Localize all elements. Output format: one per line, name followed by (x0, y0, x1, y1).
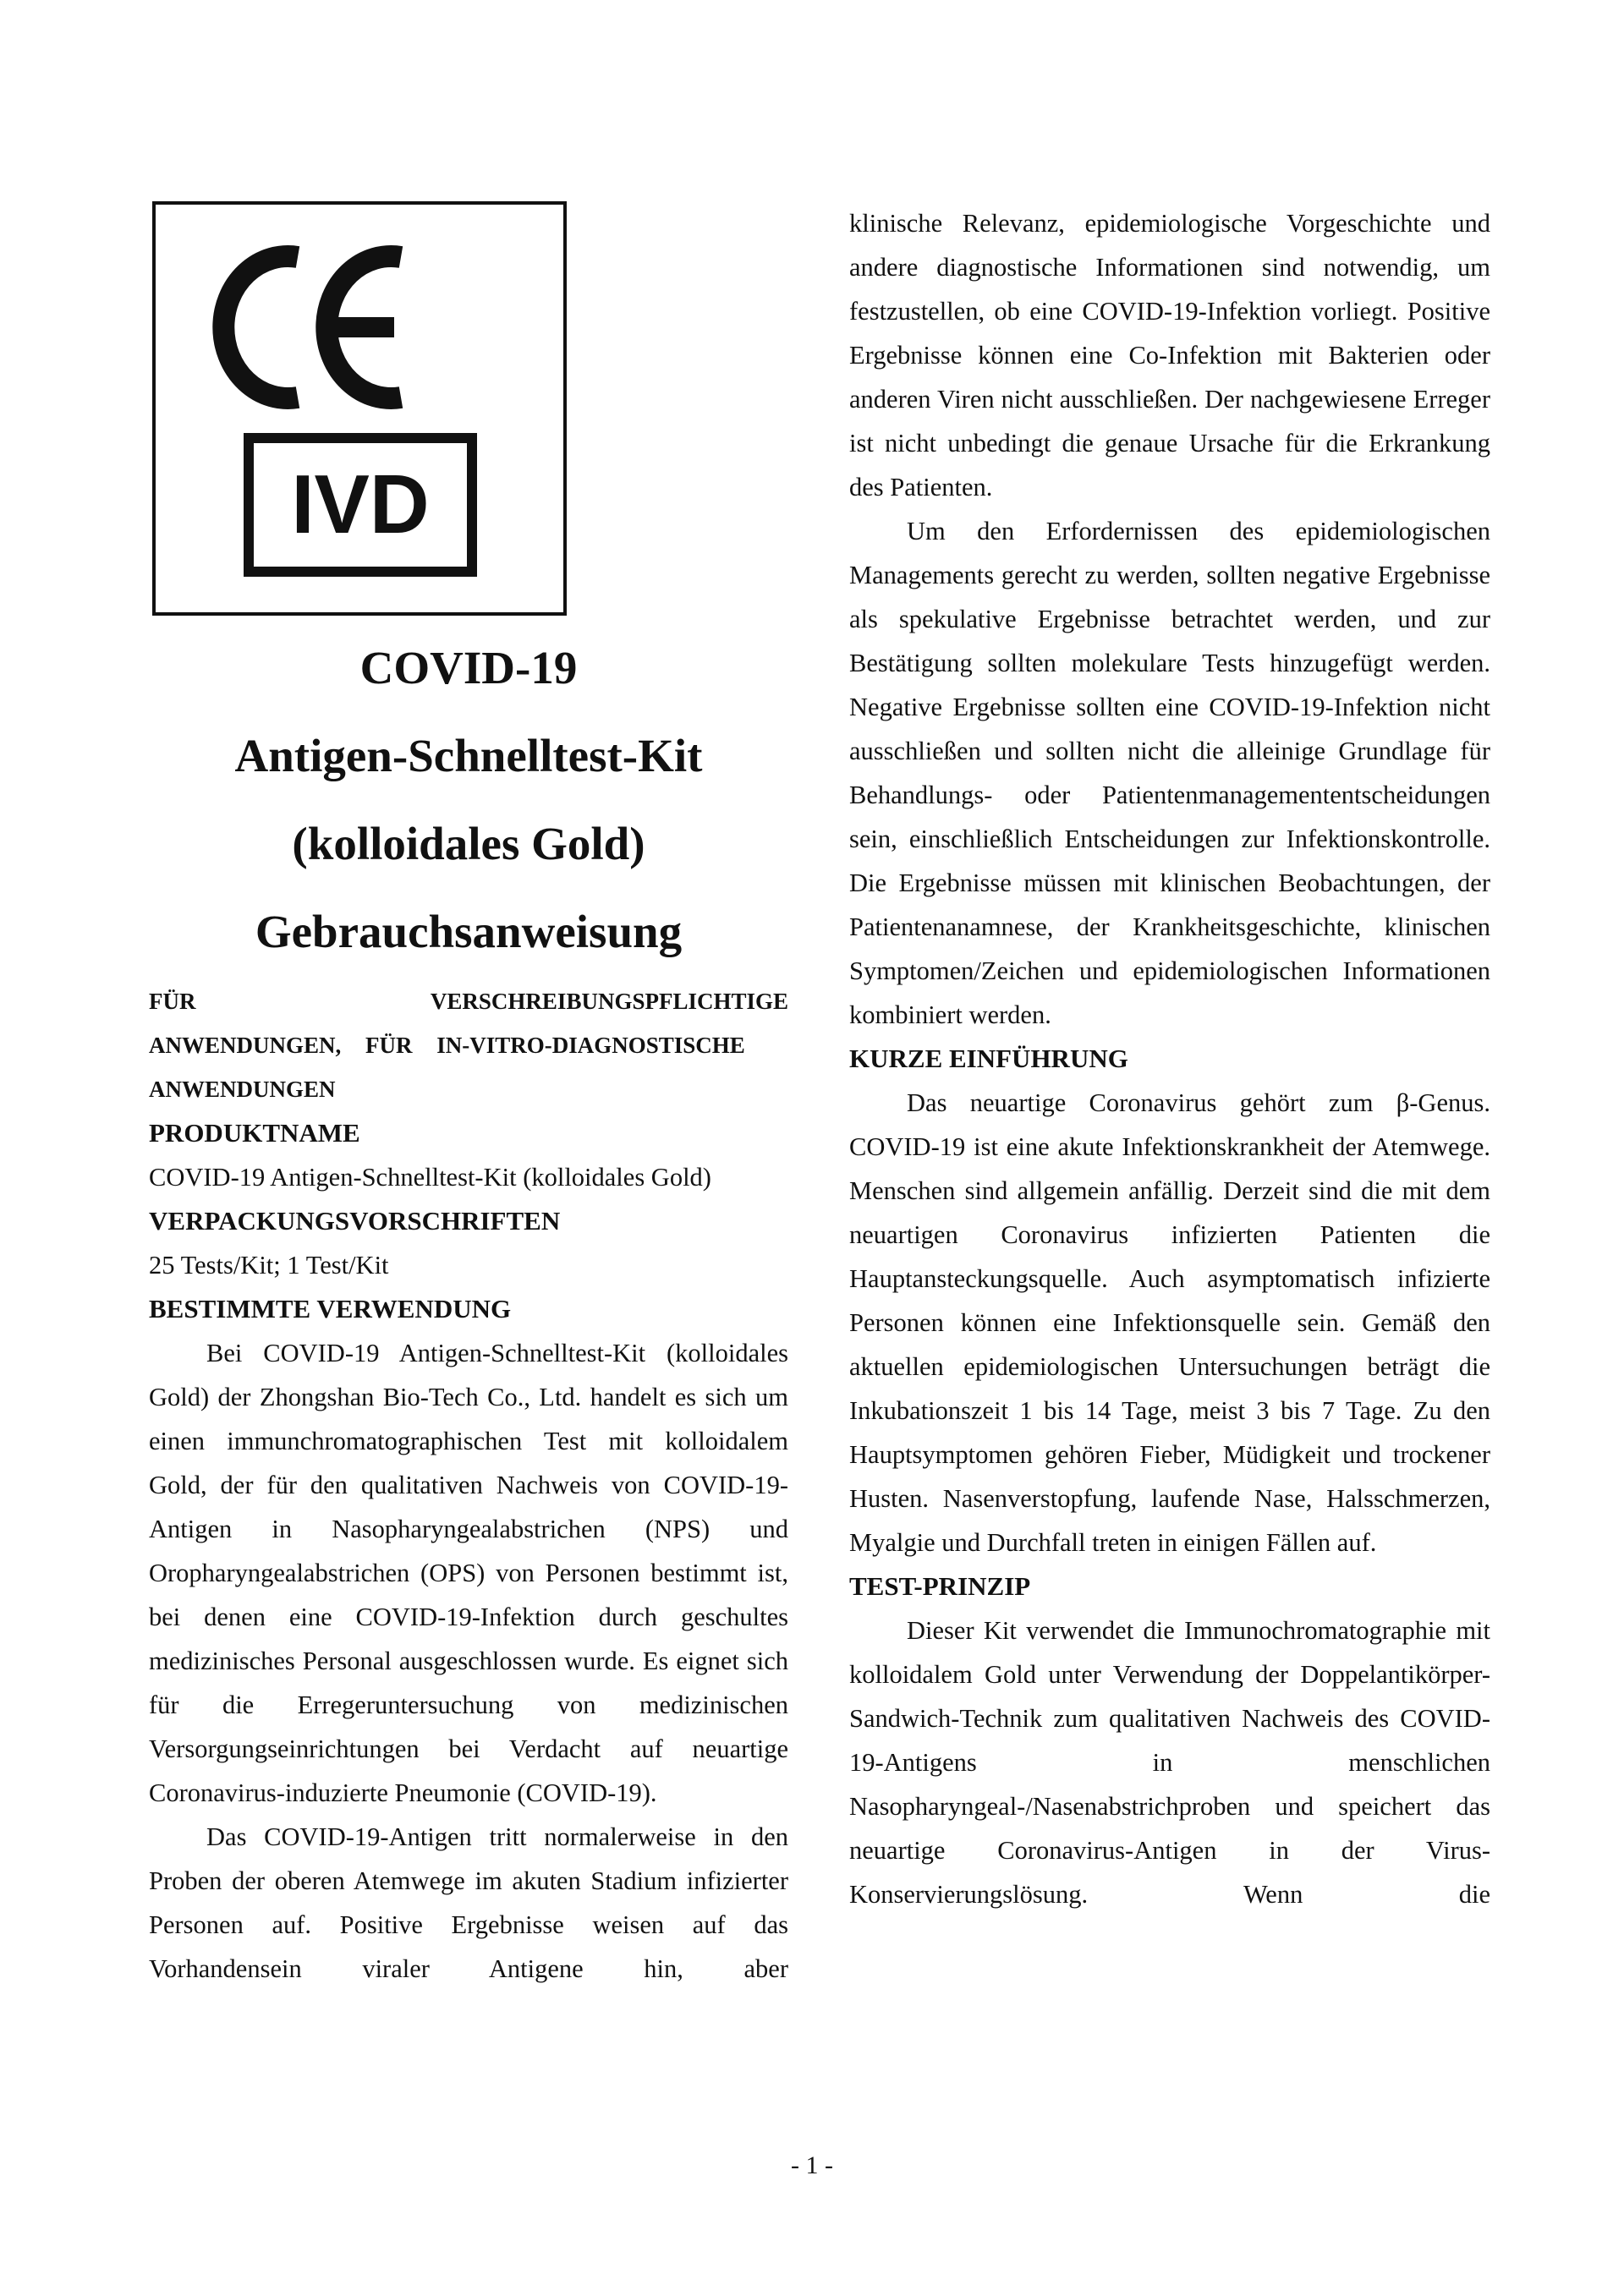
principle-heading: TEST-PRINZIP (849, 1571, 1031, 1601)
prescription-line-3: ANWENDUNGEN (149, 1077, 336, 1102)
ivd-text: IVD (291, 458, 430, 551)
document-title (149, 624, 788, 976)
introduction-heading: KURZE EINFÜHRUNG (849, 1044, 1128, 1073)
prescription-notice (149, 979, 788, 1111)
product-name-text: COVID-19 Antigen-Schnelltest-Kit (kolloidales Gold) (149, 1163, 711, 1192)
page-number: - 1 - (791, 2151, 833, 2179)
title-line-2: Antigen-Schnelltest-Kit (234, 730, 703, 781)
intended-use-paragraph-2-continued: klinische Relevanz, epidemiologische Vorgeschichte und andere diagnostische Informationen sind notwendig, um festzustellen, ob eine COVID-19-Infektion vorliegt. Positive Ergebnisse können eine Co-Infektion mit Bakterien oder anderen Viren nicht ausschließen. Der nachgewiesene Erreger ist nicht unbedingt die genaue Ursache für die Erkrankung des Patienten. (849, 209, 1490, 501)
title-line-3: (kolloidales Gold) (292, 818, 645, 869)
product-name-heading: PRODUKTNAME (149, 1118, 360, 1148)
ce-c-letter (223, 256, 298, 398)
title-line-4: Gebrauchsanweisung (255, 906, 683, 957)
packaging-text: 25 Tests/Kit; 1 Test/Kit (149, 1251, 389, 1280)
right-column (849, 201, 1490, 1916)
ce-ivd-logo-graphic (156, 205, 563, 612)
intended-use-heading: BESTIMMTE VERWENDUNG (149, 1294, 512, 1323)
prescription-line-1-right: VERSCHREIBUNGSPFLICHTIGE (430, 989, 788, 1014)
ce-ivd-logo (152, 201, 567, 616)
packaging-heading: VERPACKUNGSVORSCHRIFTEN (149, 1206, 561, 1236)
principle-paragraph-1: Dieser Kit verwendet die Immunochromatographie mit kolloidalem Gold unter Verwendung der Doppelantikörper-Sandwich-Technik zum qualitativen Nachweis des COVID-19-Antigens in menschlichen Nasopharyngeal-/Nasenabstrichproben und speichert das neuartige Coronavirus-Antigen in der Virus-Konservierungslösung. Wenn die (849, 1616, 1490, 1909)
intended-use-paragraph-1: Bei COVID-19 Antigen-Schnelltest-Kit (kolloidales Gold) der Zhongshan Bio-Tech Co., Ltd. handelt es sich um einen immunchromatographischen Test mit kolloidalem Gold, der für den qualitativen Nachweis von COVID-19-Antigen in Nasopharyngealabstrichen (NPS) und Oropharyngealabstrichen (OPS) von Personen bestimmt ist, bei denen eine COVID-19-Infektion durch geschultes medizinisches Personal ausgeschlossen wurde. Es eignet sich für die Erregeruntersuchung von medizinischen Versorgungseinrichtungen bei Verdacht auf neuartige Coronavirus-induzierte Pneumonie (COVID-19). (149, 1339, 788, 1807)
intended-use-paragraph-3: Um den Erfordernissen des epidemiologischen Managements gerecht zu werden, sollten negative Ergebnisse als spekulative Ergebnisse betrachtet werden, und zur Bestätigung sollten molekulare Tests hinzugefügt werden. Negative Ergebnisse sollten eine COVID-19-Infektion nicht ausschließen und sollten nicht die alleinige Grundlage für Behandlungs- oder Patientenmanagemententscheidungen sein, einschließlich Entscheidungen zur Infektionskontrolle. Die Ergebnisse müssen mit klinischen Beobachtungen, der Patientenanamnese, der Krankheitsgeschichte, klinischen Symptomen/Zeichen und epidemiologischen Informationen kombiniert werden. (849, 517, 1490, 1029)
title-line-1: COVID-19 (359, 642, 578, 693)
prescription-line-1-left: FÜR (149, 989, 196, 1014)
intended-use-paragraph-2: Das COVID-19-Antigen tritt normalerweise in den Proben der oberen Atemwege im akuten Stadium infizierter Personen auf. Positive Ergebnisse weisen auf das Vorhandensein viraler Antigene hin, aber (149, 1822, 788, 1983)
left-column (149, 201, 788, 1991)
introduction-paragraph-1: Das neuartige Coronavirus gehört zum β-Genus. COVID-19 ist eine akute Infektionskrankheit der Atemwege. Menschen sind allgemein anfällig. Derzeit sind die mit dem neuartigen Coronavirus infizierten Patienten die Hauptansteckungsquelle. Auch asymptomatisch infizierte Personen können eine Infektionsquelle sein. Gemäß den aktuellen epidemiologischen Untersuchungen beträgt die Inkubationszeit 1 bis 14 Tage, meist 3 bis 7 Tage. Zu den Hauptsymptomen gehören Fieber, Müdigkeit und trockener Husten. Nasenverstopfung, laufende Nase, Halsschmerzen, Myalgie und Durchfall treten in einigen Fällen auf. (849, 1088, 1490, 1557)
prescription-line-2: ANWENDUNGEN, FÜR IN-VITRO-DIAGNOSTISCHE (149, 1033, 745, 1058)
